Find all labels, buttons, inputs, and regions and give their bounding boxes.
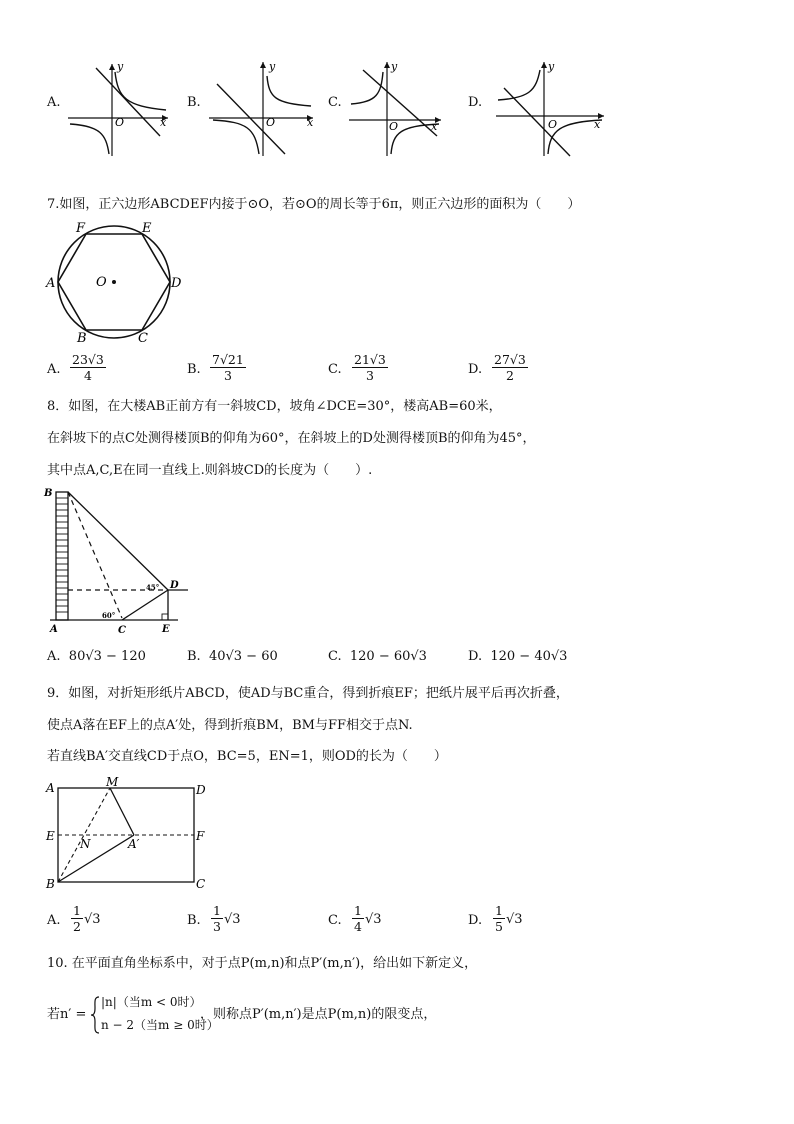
q8-option-b [187,649,278,664]
q9-label-a-prime: A′ [128,837,140,851]
q9-option-d-num: 1 [495,903,503,918]
q6-graph-a [62,58,174,158]
q6-b-x: x [307,116,314,129]
q6-graph-b [203,58,318,158]
q9-label-f: F [196,829,205,843]
q6-c-x: x [431,120,438,133]
q6-graph-c [345,58,445,158]
q7-option-b-den: 3 [223,368,232,383]
q7-option-c-letter: C. [328,362,342,377]
q9-option-d-rad: √3 [506,912,523,927]
q8-option-d-letter: D. [468,649,483,664]
q7-option-a-den: 4 [83,368,92,383]
q8-label-d: D [170,580,179,591]
q8-option-a-letter: A. [47,649,61,664]
q9-rectangle-figure [42,776,214,896]
q8-label-a: A [50,624,58,635]
q7-option-b-letter: B. [187,362,201,377]
q8-option-d [468,649,567,664]
q6-a-x: x [160,116,167,129]
q6-a-origin: O [115,116,125,129]
q9-option-a-num: 1 [73,903,81,918]
q8-option-c-text: 120 − 60√3 [349,649,427,664]
q9-option-c-num: 1 [354,903,362,918]
q7-label-d: D [171,276,182,291]
q9-option-c-den: 4 [354,919,362,934]
q6-graph-d [490,58,608,158]
q9-option-d-den: 5 [495,919,503,934]
q8-label-b: B [44,488,53,499]
q9-option-a-fraction [71,903,83,934]
q6-option-b-letter: B. [187,95,201,110]
q9-option-a-letter: A. [47,913,61,928]
q9-option-c-letter: C. [328,913,342,928]
q7-option-d-letter: D. [468,362,483,377]
q9-label-n: N [80,837,91,851]
q8-label-e: E [162,624,170,635]
q9-label-m: M [106,776,119,789]
q8-option-d-text: 120 − 40√3 [490,649,568,664]
q7-label-b: B [77,331,87,346]
q7-option-b-num: 7√21 [212,352,244,367]
q9-line-2: 使点A落在EF上的点A′处，得到折痕BM，BM与FF相交于点N. [47,718,413,733]
q8-option-c-letter: C. [328,649,342,664]
q7-option-d-num: 27√3 [494,352,526,367]
q9-option-b-rad: √3 [224,912,241,927]
q7-option-b-fraction [210,352,246,383]
q9-label-d: D [196,783,206,797]
q9-label-b: B [46,877,55,891]
q8-line-3: 其中点A,C,E在同一直线上.则斜坡CD的长度为（ ）. [47,463,373,478]
q10-case-1: |n|（当m < 0时） [101,995,202,1009]
q9-option-d-letter: D. [468,913,483,928]
q9-option-a-rad: √3 [84,912,101,927]
q9-label-e: E [46,829,55,843]
q7-stem: 7.如图，正六边形ABCDEF内接于⊙O，若⊙O的周长等于6π，则正六边形的面积为（ ） [47,197,581,212]
q6-option-c-letter: C. [328,95,342,110]
q9-option-b-letter: B. [187,913,201,928]
q9-option-b-num: 1 [213,903,221,918]
q6-d-x: x [594,118,601,131]
q7-option-c-num: 21√3 [354,352,386,367]
q7-label-f: F [76,221,86,236]
q8-option-a-text: 80√3 − 120 [68,649,146,664]
q9-option-a-den: 2 [73,919,81,934]
q8-slope-figure [42,484,192,636]
q7-label-c: C [138,331,148,346]
q7-label-a: A [46,276,56,291]
q6-b-y: y [269,60,276,73]
q8-angle-60: 60° [102,611,116,620]
q6-d-origin: O [548,118,558,131]
q9-option-b-fraction [211,903,223,934]
q9-label-a: A [46,781,55,795]
q6-a-y: y [117,60,124,73]
q6-option-d-letter: D. [468,95,483,110]
q6-b-origin: O [266,116,276,129]
q6-d-y: y [548,60,555,73]
q10-line-1: 10. 在平面直角坐标系中，对于点P(m,n)和点P′(m,n′)，给出如下新定义， [47,956,478,971]
q8-option-c [328,649,427,664]
q7-label-o: O [96,275,107,290]
q8-option-b-text: 40√3 − 60 [208,649,278,664]
q6-c-y: y [391,60,398,73]
q8-option-b-letter: B. [187,649,201,664]
q7-option-a-fraction [70,352,106,383]
q7-option-c-den: 3 [365,368,374,383]
q10-suffix: ，则称点P′(m,n′)是点P(m,n)的限变点， [200,1007,437,1022]
q7-option-d-fraction [492,352,528,383]
q10-case-2: n − 2（当m ≥ 0时） [101,1018,219,1032]
q9-label-c: C [196,877,206,891]
q7-option-c-fraction [352,352,388,383]
q6-option-a-letter: A. [47,95,61,110]
q10-prefix: 若n′ = [47,1007,87,1022]
q8-label-c: C [118,625,126,636]
q8-line-1: 8．如图，在大楼AB正前方有一斜坡CD，坡角∠DCE=30°，楼高AB=60米， [47,399,502,414]
q6-c-origin: O [389,120,399,133]
q9-option-b-den: 3 [213,919,221,934]
q9-option-c-rad: √3 [365,912,382,927]
q7-label-e: E [142,221,152,236]
q9-option-d-fraction [493,903,505,934]
q7-option-a-num: 23√3 [72,352,104,367]
q7-hexagon-figure [44,218,184,346]
q8-angle-45: 45° [146,583,160,592]
q8-option-a [47,649,146,664]
q7-option-a-letter: A. [47,362,61,377]
q9-option-c-fraction [352,903,364,934]
q9-line-3: 若直线BA′交直线CD于点O，BC=5，EN=1，则OD的长为（ ） [47,749,447,764]
q10-brace-icon [90,996,100,1034]
q9-line-1: 9．如图，对折矩形纸片ABCD，使AD与BC重合，得到折痕EF；把纸片展平后再次折叠， [47,686,569,701]
q8-line-2: 在斜坡下的点C处测得楼顶B的仰角为60°，在斜坡上的D处测得楼顶B的仰角为45°， [47,431,536,446]
q7-option-d-den: 2 [505,368,514,383]
